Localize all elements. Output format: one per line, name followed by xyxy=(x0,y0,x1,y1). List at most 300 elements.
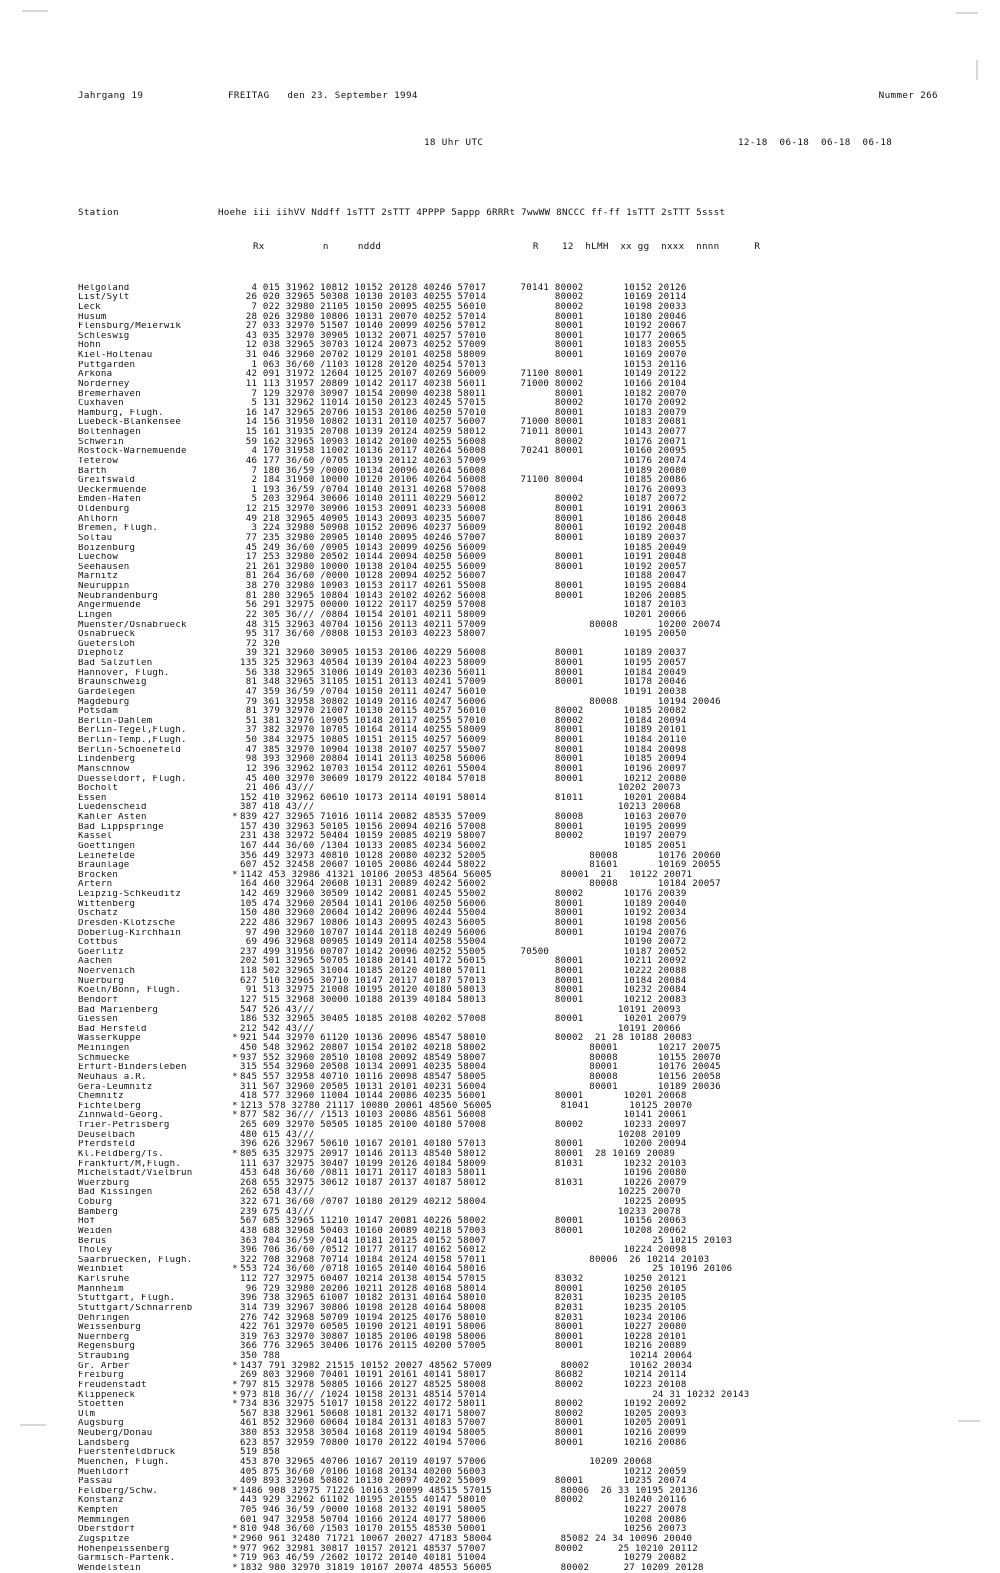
observation-groups: 118 502 32965 31004 10185 20120 40180 57011 80001 10222 20088 xyxy=(240,966,687,976)
observation-groups: 1832 980 32970 31819 10167 20074 48553 56005 80002 27 10209 20128 xyxy=(240,1562,704,1573)
observation-groups: 14 156 31950 10802 10131 20110 40257 56007 71000 80001 10183 20081 xyxy=(240,417,687,428)
observation-groups: 81 379 32970 21007 10130 20115 40257 56010 80002 10185 20082 xyxy=(240,706,687,717)
table-row xyxy=(78,1448,938,1458)
station-name: Passau xyxy=(78,1477,113,1487)
mountain-station-marker xyxy=(230,736,240,746)
table-row xyxy=(78,1554,938,1564)
observation-groups: 97 490 32960 10707 10144 20118 40249 56006 80001 10194 20076 xyxy=(240,927,687,938)
observation-groups: 269 803 32960 70401 10191 20161 40141 58017 86082 10214 20114 xyxy=(240,1370,687,1381)
mountain-station-marker xyxy=(230,765,240,775)
observation-groups: 363 704 36/59 /0414 10181 20125 40152 58007 25 10215 20103 xyxy=(240,1235,733,1246)
observations-table xyxy=(78,284,938,1573)
observation-groups: 222 486 32967 10806 10143 20095 40243 56005 80001 10198 20056 xyxy=(240,917,687,928)
station-name: Fuerstenfeldbruck xyxy=(78,1448,176,1458)
station-name: Neuberg/Donau xyxy=(78,1429,153,1438)
mountain-station-marker xyxy=(230,900,240,910)
station-name: Luebeck-Blankensee xyxy=(78,418,182,428)
table-row xyxy=(78,1516,938,1526)
mountain-station-marker xyxy=(230,1439,240,1449)
station-name: Konstanz xyxy=(78,1496,124,1506)
mountain-station-marker xyxy=(230,1246,240,1256)
mountain-station-marker xyxy=(230,1419,240,1429)
station-name: Rostock-Warnemuende xyxy=(78,447,187,457)
table-row xyxy=(78,1468,938,1478)
station-name: Landsberg xyxy=(78,1438,130,1448)
mountain-station-marker xyxy=(230,707,240,717)
station-name: Angermuende xyxy=(78,601,141,611)
mountain-station-marker: * xyxy=(232,812,238,822)
observation-groups: 314 739 32967 30806 10198 20128 40164 58008 82031 10235 20105 xyxy=(240,1302,687,1313)
mountain-station-marker xyxy=(230,1208,240,1218)
table-row xyxy=(78,630,938,640)
mountain-station-marker xyxy=(230,486,240,496)
station-name: Manschnow xyxy=(78,764,130,774)
station-name: Puttgarden xyxy=(78,360,136,370)
observation-groups: 51 381 32976 10905 10148 20117 40255 57010 80002 10184 20094 xyxy=(240,715,687,726)
mountain-station-marker: * xyxy=(232,869,238,880)
mountain-station-marker xyxy=(230,495,240,505)
observation-groups: 150 480 32960 20604 10142 20096 40244 55004 80001 10192 20034 xyxy=(240,908,687,919)
station-name: Neuhaus a.R. xyxy=(78,1072,147,1082)
observation-groups: 877 582 36/// /1513 10103 20086 48561 56008 10141 20061 xyxy=(240,1110,687,1121)
mountain-station-marker xyxy=(230,399,240,409)
observation-groups: 480 615 43/// 10208 20109 xyxy=(240,1129,681,1140)
station-name: Zugspitze xyxy=(78,1534,130,1544)
station-name: Coburg xyxy=(78,1198,113,1207)
hour-utc-label xyxy=(228,137,738,149)
observation-groups: 262 658 43/// 10225 20070 xyxy=(240,1187,681,1198)
station-name: Aachen xyxy=(78,957,113,967)
observation-groups: 356 449 32973 40810 10128 20080 40232 52005 80008 10176 20060 xyxy=(240,850,721,861)
station-name: Husum xyxy=(78,312,107,322)
mountain-station-marker xyxy=(230,1188,240,1198)
mountain-station-marker: * xyxy=(232,1562,238,1573)
mountain-station-marker xyxy=(230,659,240,669)
station-name: Norderney xyxy=(78,379,130,389)
observation-groups: 839 427 32965 71016 10114 20082 48535 57009 80008 10163 20070 xyxy=(240,812,687,822)
mountain-station-marker xyxy=(230,1275,240,1285)
mountain-station-marker: * xyxy=(232,1485,238,1496)
observation-groups: 45 249 36/60 /0905 10143 20099 40256 56009 10185 20049 xyxy=(240,542,687,553)
station-name: Wittenberg xyxy=(78,899,136,909)
observation-groups: 43 035 32970 30905 10132 20071 40257 57010 80001 10177 20065 xyxy=(240,330,687,341)
mountain-station-marker xyxy=(230,341,240,351)
mountain-station-marker xyxy=(230,1458,240,1468)
station-name: Kassel xyxy=(78,832,113,842)
station-name: Boizenburg xyxy=(78,543,136,553)
scan-edge-mark-top-right xyxy=(956,12,978,14)
station-name: Guetersloh xyxy=(78,639,136,649)
observation-groups: 16 147 32965 20706 10153 20106 40250 57010 80001 10183 20079 xyxy=(240,407,687,418)
station-name: Noervenich xyxy=(78,967,136,976)
station-name: Duesseldorf, Flugh. xyxy=(78,774,187,784)
observation-groups: 319 763 32970 30807 10185 20106 40198 58006 80001 10228 20101 xyxy=(240,1331,687,1342)
station-name: Bad Lippspringe xyxy=(78,822,164,832)
mountain-station-marker: * xyxy=(232,1389,238,1400)
mountain-station-marker xyxy=(230,842,240,852)
mountain-station-marker xyxy=(230,919,240,929)
observation-groups: 69 496 32968 00905 10149 20114 40258 55004 10190 20072 xyxy=(240,937,687,948)
mountain-station-marker xyxy=(230,1304,240,1314)
station-name: Bendorf xyxy=(78,995,119,1005)
observation-groups: 59 162 32965 10903 10142 20100 40255 56008 80002 10176 20071 xyxy=(240,436,687,447)
station-name: Bad Salzuflen xyxy=(78,659,153,668)
station-name: Gardelegen xyxy=(78,687,136,697)
mountain-station-marker xyxy=(230,447,240,457)
column-header-line-2: Rx n nddd R 12 hLMH xx gg nxxx nnnn R xyxy=(78,241,761,253)
observation-groups: 1213 578 32780 21117 10080 20061 48560 56005 81041 10125 20070 xyxy=(240,1100,693,1111)
mountain-station-marker xyxy=(230,890,240,900)
column-header xyxy=(78,184,938,276)
observation-groups: 734 836 32975 51017 10158 20122 40172 58011 80002 10192 20092 xyxy=(240,1399,687,1410)
observation-groups: 48 315 32963 40704 10156 20113 40211 57009 80008 10200 20074 xyxy=(240,619,721,630)
station-name: Bocholt xyxy=(78,784,119,794)
station-name: Wuerzburg xyxy=(78,1178,130,1188)
mountain-station-marker xyxy=(230,1333,240,1343)
mountain-station-marker xyxy=(230,534,240,544)
station-name: Berus xyxy=(78,1236,107,1246)
station-name: Oschatz xyxy=(78,909,119,919)
table-row xyxy=(78,1564,938,1573)
scan-edge-mark-bottom-right xyxy=(958,1420,980,1422)
observation-groups: 202 501 32965 50705 10180 20141 40172 56015 80001 10211 20092 xyxy=(240,956,687,967)
station-name: Chemnitz xyxy=(78,1092,124,1102)
observation-groups: 50 384 32975 10805 10151 20115 40257 56009 80001 10184 20110 xyxy=(240,735,687,745)
station-name: Muenchen, Flugh. xyxy=(78,1457,170,1467)
observation-groups: 164 460 32964 20608 10131 20089 40242 56002 80008 10184 20057 xyxy=(240,879,721,890)
station-name: Karlsruhe xyxy=(78,1275,130,1284)
weekday-label: FREITAG xyxy=(228,90,270,102)
station-name: Stuttgart/Schnarrenb xyxy=(78,1303,193,1313)
station-name: Emden-Hafen xyxy=(78,495,141,505)
observation-groups: 5 203 32964 30606 10140 20111 40229 56012 80002 10187 20072 xyxy=(240,494,687,505)
mountain-station-marker xyxy=(230,746,240,756)
mountain-station-marker xyxy=(230,755,240,765)
observation-groups: 797 815 32978 50805 10166 20127 48525 58008 80002 10223 20108 xyxy=(240,1379,687,1390)
station-name: Giessen xyxy=(78,1015,119,1025)
station-name: Straubing xyxy=(78,1352,130,1361)
mountain-station-marker xyxy=(230,688,240,698)
station-name: Koeln/Bonn, Flugh. xyxy=(78,986,182,996)
observation-groups: 96 729 32980 20206 10211 20128 40168 58014 80001 10250 20105 xyxy=(240,1283,687,1294)
observation-groups: 239 675 43/// 10233 20078 xyxy=(240,1206,681,1217)
mountain-station-marker xyxy=(230,380,240,390)
date-label: den 23. September 1994 xyxy=(287,90,418,102)
station-name: Michelstadt/Vielbrun xyxy=(78,1169,193,1179)
observation-groups: 921 544 32970 61120 10136 20096 48547 58010 80002 21 28 10188 20083 xyxy=(240,1033,693,1044)
mountain-station-marker xyxy=(230,601,240,611)
observation-groups: 396 706 36/60 /0512 10177 20117 40162 56012 10224 20098 xyxy=(240,1245,687,1256)
observation-groups: 547 526 43/// 10191 20093 xyxy=(240,1004,681,1015)
mountain-station-marker xyxy=(230,698,240,708)
observation-groups: 519 858 xyxy=(240,1447,281,1458)
station-name: Schleswig xyxy=(78,331,130,341)
observation-groups: 45 400 32970 30609 10179 20122 40184 57018 80001 10212 20080 xyxy=(240,773,687,784)
station-name: Gr. Arber xyxy=(78,1361,130,1371)
mountain-station-marker xyxy=(230,418,240,428)
mountain-station-marker xyxy=(230,572,240,582)
observation-groups: 186 532 32965 30405 10185 20108 40202 57008 80001 10201 20079 xyxy=(240,1014,687,1025)
mountain-station-marker: * xyxy=(232,1399,238,1410)
mountain-station-marker xyxy=(230,832,240,842)
table-row xyxy=(78,1477,938,1487)
observation-groups: 127 515 32968 30000 10188 20139 40184 58013 80001 10212 20083 xyxy=(240,994,687,1005)
station-name: Goerlitz xyxy=(78,947,124,957)
station-name: Weinbiet xyxy=(78,1265,124,1275)
mountain-station-marker xyxy=(230,563,240,573)
station-name: Regensburg xyxy=(78,1342,136,1352)
table-row xyxy=(78,1506,938,1516)
observation-groups: 366 776 32965 30406 10176 20115 40200 57005 80001 10216 20089 xyxy=(240,1341,687,1352)
observation-groups: 17 253 32980 20502 10144 20094 40250 56009 80001 10191 20048 xyxy=(240,552,687,563)
station-name: Wendelstein xyxy=(78,1563,141,1573)
station-name: Augsburg xyxy=(78,1419,124,1429)
observation-groups: 28 026 32980 10806 10131 20070 40252 57014 80001 10180 20046 xyxy=(240,311,687,322)
observation-groups: 81 280 32965 10804 10143 20102 40262 56008 80001 10206 20085 xyxy=(240,590,687,601)
station-name: Goettingen xyxy=(78,841,136,851)
mountain-station-marker xyxy=(230,880,240,890)
mountain-station-marker xyxy=(230,1217,240,1227)
station-name: Weissenburg xyxy=(78,1323,141,1333)
mountain-station-marker xyxy=(230,1179,240,1189)
observation-groups: 91 513 32975 21008 10195 20120 40180 58013 80001 10232 20084 xyxy=(240,985,687,996)
station-name: Osnabrueck xyxy=(78,630,136,640)
observation-groups: 322 708 32968 70714 10184 20124 40158 57011 80006 26 10214 20103 xyxy=(240,1254,710,1265)
observation-groups: 265 609 32970 50505 10185 20100 40180 57008 80002 10233 20097 xyxy=(240,1120,687,1130)
observation-groups: 31 046 32960 20702 10129 20101 40258 58009 80001 10169 20070 xyxy=(240,350,687,360)
observation-groups: 380 853 32958 30504 10168 20119 40194 58005 80001 10216 20099 xyxy=(240,1428,687,1438)
mountain-station-marker xyxy=(230,929,240,939)
observation-groups: 350 788 10214 20064 xyxy=(240,1351,693,1361)
observation-groups: 112 727 32975 60407 10214 20138 40154 57015 83032 10250 20121 xyxy=(240,1274,687,1284)
observation-groups: 937 552 32960 20510 10108 20092 48549 58007 80008 10155 20070 xyxy=(240,1052,721,1063)
station-name: Essen xyxy=(78,793,107,803)
mountain-station-marker xyxy=(230,428,240,438)
station-name: Pferdsfeld xyxy=(78,1140,136,1150)
station-name: Muehldorf xyxy=(78,1467,130,1477)
observation-groups: 26 020 32965 50308 10130 20103 40255 57014 80002 10169 20114 xyxy=(240,292,687,303)
observation-groups: 268 655 32975 30612 10187 20137 40187 58012 81031 10226 20079 xyxy=(240,1177,687,1188)
observation-groups: 2960 961 32480 71721 10067 20027 47183 58004 85082 24 34 10096 20040 xyxy=(240,1533,693,1544)
mountain-station-marker: * xyxy=(232,1553,238,1564)
station-name: Meiningen xyxy=(78,1044,130,1053)
table-row xyxy=(78,1545,938,1555)
mountain-station-marker xyxy=(230,361,240,371)
header-spacer xyxy=(78,137,228,149)
station-name: Braunlage xyxy=(78,861,130,871)
mountain-station-marker: * xyxy=(232,1360,238,1371)
station-name: Gera-Leumnitz xyxy=(78,1082,153,1092)
observation-groups: 21 406 43/// 10202 20073 xyxy=(240,783,681,794)
header-hour-row xyxy=(78,137,938,149)
observation-groups: 1 193 36/59 /0704 10140 20131 40268 57008 10176 20093 xyxy=(240,484,687,495)
mountain-station-marker xyxy=(230,1314,240,1324)
observation-groups: 453 648 36/60 /0811 10171 20117 40183 58011 10196 20080 xyxy=(240,1168,687,1179)
hour-utc-text: 18 Uhr UTC xyxy=(424,137,484,149)
station-name: Doberlug-Kirchhain xyxy=(78,928,182,938)
mountain-station-marker xyxy=(230,1083,240,1093)
observation-groups: 705 946 36/59 /0000 10168 20132 40191 58005 10227 20078 xyxy=(240,1505,687,1515)
station-name: Ueckermuende xyxy=(78,485,147,495)
observation-groups: 46 177 36/60 /0705 10139 20112 40263 57009 10176 20074 xyxy=(240,455,687,466)
mountain-station-marker xyxy=(230,390,240,400)
observation-groups: 11 113 31957 20809 10142 20117 40238 56011 71000 80002 10166 20104 xyxy=(240,378,687,389)
mountain-station-marker: * xyxy=(232,1524,238,1535)
mountain-station-marker: * xyxy=(232,1033,238,1044)
observation-groups: 2 184 31960 10000 10120 20106 40264 56008 71100 80004 10185 20086 xyxy=(240,475,687,486)
station-name: Bad Kissingen xyxy=(78,1188,153,1198)
period-columns-label xyxy=(738,137,938,149)
station-name: Saarbruecken, Flugh. xyxy=(78,1255,193,1265)
observation-groups: 72 320 xyxy=(240,638,281,649)
observation-groups: 47 359 36/59 /0704 10150 20111 40247 56010 10191 20038 xyxy=(240,686,687,697)
station-name: Greifswald xyxy=(78,476,136,486)
mountain-station-marker xyxy=(230,1506,240,1516)
station-name: Kempten xyxy=(78,1506,119,1515)
mountain-station-marker xyxy=(230,332,240,342)
mountain-station-marker xyxy=(230,852,240,862)
station-name: Frankfurt/M,Flugh. xyxy=(78,1159,182,1169)
station-name: Lindenberg xyxy=(78,755,136,765)
observation-groups: 453 870 32965 40706 10167 20119 40197 57006 10209 20068 xyxy=(240,1456,653,1467)
observation-groups: 315 554 32960 20508 10134 20091 40235 58004 80001 10176 20045 xyxy=(240,1062,721,1073)
station-name: Dresden-Klotzsche xyxy=(78,918,176,928)
observation-groups: 409 893 32968 50802 10130 20097 40202 55009 80001 10235 20074 xyxy=(240,1476,687,1487)
header-title-row xyxy=(78,90,938,102)
mountain-station-marker xyxy=(230,553,240,563)
station-name: Leinefelde xyxy=(78,851,136,861)
observation-groups: 7 129 32970 30907 10154 20090 40238 58011 80001 10182 20070 xyxy=(240,388,687,399)
observation-groups: 39 321 32960 30905 10153 20106 40229 56008 80001 10189 20037 xyxy=(240,648,687,659)
observation-groups: 21 261 32980 10000 10138 20104 40255 56009 80001 10192 20057 xyxy=(240,561,687,572)
observation-groups: 111 637 32975 30407 10199 20126 40184 58009 81031 10232 20103 xyxy=(240,1158,687,1169)
station-name: Berlin-Temp.,Flugh. xyxy=(78,736,187,745)
mountain-station-marker xyxy=(230,1516,240,1526)
observation-groups: 135 325 32963 40504 10139 20104 40223 58009 80001 10195 20057 xyxy=(240,658,687,668)
period-columns-text: 12-18 06-18 06-18 06-18 xyxy=(738,137,893,149)
station-name: Bad Marienberg xyxy=(78,1005,159,1015)
mountain-station-marker xyxy=(230,794,240,804)
station-name: Zinnwald-Georg. xyxy=(78,1111,164,1121)
station-name: Leipzig-Schkeuditz xyxy=(78,890,182,899)
header-center xyxy=(228,90,808,102)
observation-groups: 212 542 43/// 10191 20066 xyxy=(240,1023,681,1034)
mountain-station-marker xyxy=(230,524,240,534)
mountain-station-marker xyxy=(230,1323,240,1333)
station-name: Weiden xyxy=(78,1226,113,1236)
observation-groups: 15 161 31935 20708 10139 20124 40259 58012 71011 80001 10143 20077 xyxy=(240,427,687,437)
observation-groups: 56 338 32965 31006 10149 20103 40236 56011 80001 10184 20049 xyxy=(240,667,687,678)
station-name: Bad Hersfeld xyxy=(78,1024,147,1034)
station-name: Schmuecke xyxy=(78,1053,130,1063)
observation-groups: 77 235 32980 20905 10140 20095 40246 57007 80001 10189 20037 xyxy=(240,532,687,543)
station-name: Leck xyxy=(78,302,101,312)
mountain-station-marker xyxy=(230,669,240,679)
mountain-station-marker xyxy=(230,457,240,467)
mountain-station-marker xyxy=(230,293,240,303)
mountain-station-marker xyxy=(230,544,240,554)
observation-groups: 450 548 32962 20807 10154 20102 40218 58002 80001 10217 20075 xyxy=(240,1043,721,1053)
mountain-station-marker xyxy=(230,351,240,361)
observation-groups: 152 410 32962 60610 10173 20114 40191 58014 81011 10201 20084 xyxy=(240,792,687,803)
mountain-station-marker xyxy=(230,1237,240,1247)
station-name: Hamburg, Flugh. xyxy=(78,408,164,418)
report-header xyxy=(78,66,938,174)
station-name: Oberstdorf xyxy=(78,1525,136,1535)
station-name: Garmisch-Partenk. xyxy=(78,1554,176,1564)
station-name: Berlin-Schoenefeld xyxy=(78,745,182,755)
observation-groups: 98 393 32960 20804 10141 20113 40258 56006 80001 10185 20094 xyxy=(240,754,687,765)
station-name: Muenster/Osnabrueck xyxy=(78,620,187,630)
station-name: Kl.Feldberg/Ts. xyxy=(78,1149,164,1159)
mountain-station-marker xyxy=(230,977,240,987)
station-name: Magdeburg xyxy=(78,697,130,707)
station-name: Wasserkuppe xyxy=(78,1034,141,1044)
station-name: Braunschweig xyxy=(78,678,147,688)
station-name: Stuttgart, Flugh. xyxy=(78,1294,176,1304)
observation-groups: 5 131 32962 11014 10150 20123 40245 57015 80002 10170 20092 xyxy=(240,398,687,409)
station-name: Flensburg/Meierwik xyxy=(78,322,182,332)
station-name: Tholey xyxy=(78,1246,113,1256)
mountain-station-marker: * xyxy=(232,1148,238,1159)
observation-groups: 95 317 36/60 /0808 10153 20103 40223 58007 10195 20050 xyxy=(240,629,687,640)
mountain-station-marker: * xyxy=(232,1052,238,1063)
station-name: Cottbus xyxy=(78,938,119,948)
station-name: Lingen xyxy=(78,610,113,620)
observation-groups: 396 626 32967 50610 10167 20101 40180 57013 80001 10200 20094 xyxy=(240,1139,687,1150)
observation-groups: 845 557 32958 40710 10116 20098 48547 58005 80008 10156 20058 xyxy=(240,1071,721,1082)
observation-groups: 418 577 32960 11004 10144 20086 40235 56001 80001 10201 20068 xyxy=(240,1091,687,1102)
mountain-station-marker xyxy=(230,775,240,785)
station-name: Marnitz xyxy=(78,572,119,582)
mountain-station-marker xyxy=(230,515,240,525)
observation-groups: 973 818 36/// /1024 10158 20131 48514 57014 24 31 10232 20143 xyxy=(240,1389,750,1400)
observation-groups: 167 444 36/60 /1304 10133 20085 40234 56002 10185 20051 xyxy=(240,840,687,851)
observation-groups: 4 015 31962 10812 10152 20128 40246 57017 70141 80002 10152 20126 xyxy=(240,282,687,293)
observation-groups: 623 857 32959 70800 10170 20122 40194 57006 80001 10216 20086 xyxy=(240,1437,687,1448)
station-name: Oldenburg xyxy=(78,505,130,514)
mountain-station-marker xyxy=(230,467,240,477)
station-name: Diepholz xyxy=(78,649,124,659)
station-name: Kiel-Holtenau xyxy=(78,351,153,360)
observation-groups: 1437 791 32982 21515 10152 20027 48562 57009 80002 10162 20034 xyxy=(240,1360,693,1371)
mountain-station-marker xyxy=(230,1410,240,1420)
mountain-station-marker: * xyxy=(232,1110,238,1121)
observation-groups: 1486 908 32975 71226 10163 20099 48515 57015 80006 26 33 10195 20136 xyxy=(240,1485,698,1496)
mountain-station-marker xyxy=(230,505,240,515)
observation-groups: 12 396 32962 10703 10154 20112 40261 55004 80001 10196 20097 xyxy=(240,763,687,774)
station-name: Soltau xyxy=(78,533,113,543)
report-sheet xyxy=(78,66,938,1573)
observation-groups: 387 418 43/// 10213 20068 xyxy=(240,802,681,813)
volume-label: Jahrgang 19 xyxy=(78,90,144,102)
mountain-station-marker xyxy=(230,1160,240,1170)
observation-groups: 22 305 36/// /0804 10154 20101 40211 58009 10201 20066 xyxy=(240,609,687,620)
table-row xyxy=(78,1487,938,1497)
mountain-station-marker xyxy=(230,1015,240,1025)
station-name: Luedenscheid xyxy=(78,803,147,813)
mountain-station-marker xyxy=(230,967,240,977)
observation-groups: 42 091 31972 12604 10125 20107 40269 56009 71100 80001 10149 20122 xyxy=(240,369,687,380)
observation-groups: 49 218 32965 40905 10143 20093 40235 56007 80001 10186 20048 xyxy=(240,513,687,524)
mountain-station-marker: * xyxy=(232,1533,238,1544)
observation-groups: 4 170 31958 11002 10136 20117 40264 56008 70241 80001 10160 20095 xyxy=(240,446,687,457)
observation-groups: 405 875 36/60 /0106 10168 20134 40200 56003 10212 20059 xyxy=(240,1466,687,1477)
observation-groups: 810 948 36/60 /1503 10170 20155 48530 50001 10256 20073 xyxy=(240,1524,687,1535)
mountain-station-marker xyxy=(230,284,240,294)
station-name: Artern xyxy=(78,880,113,890)
mountain-station-marker xyxy=(230,1006,240,1016)
